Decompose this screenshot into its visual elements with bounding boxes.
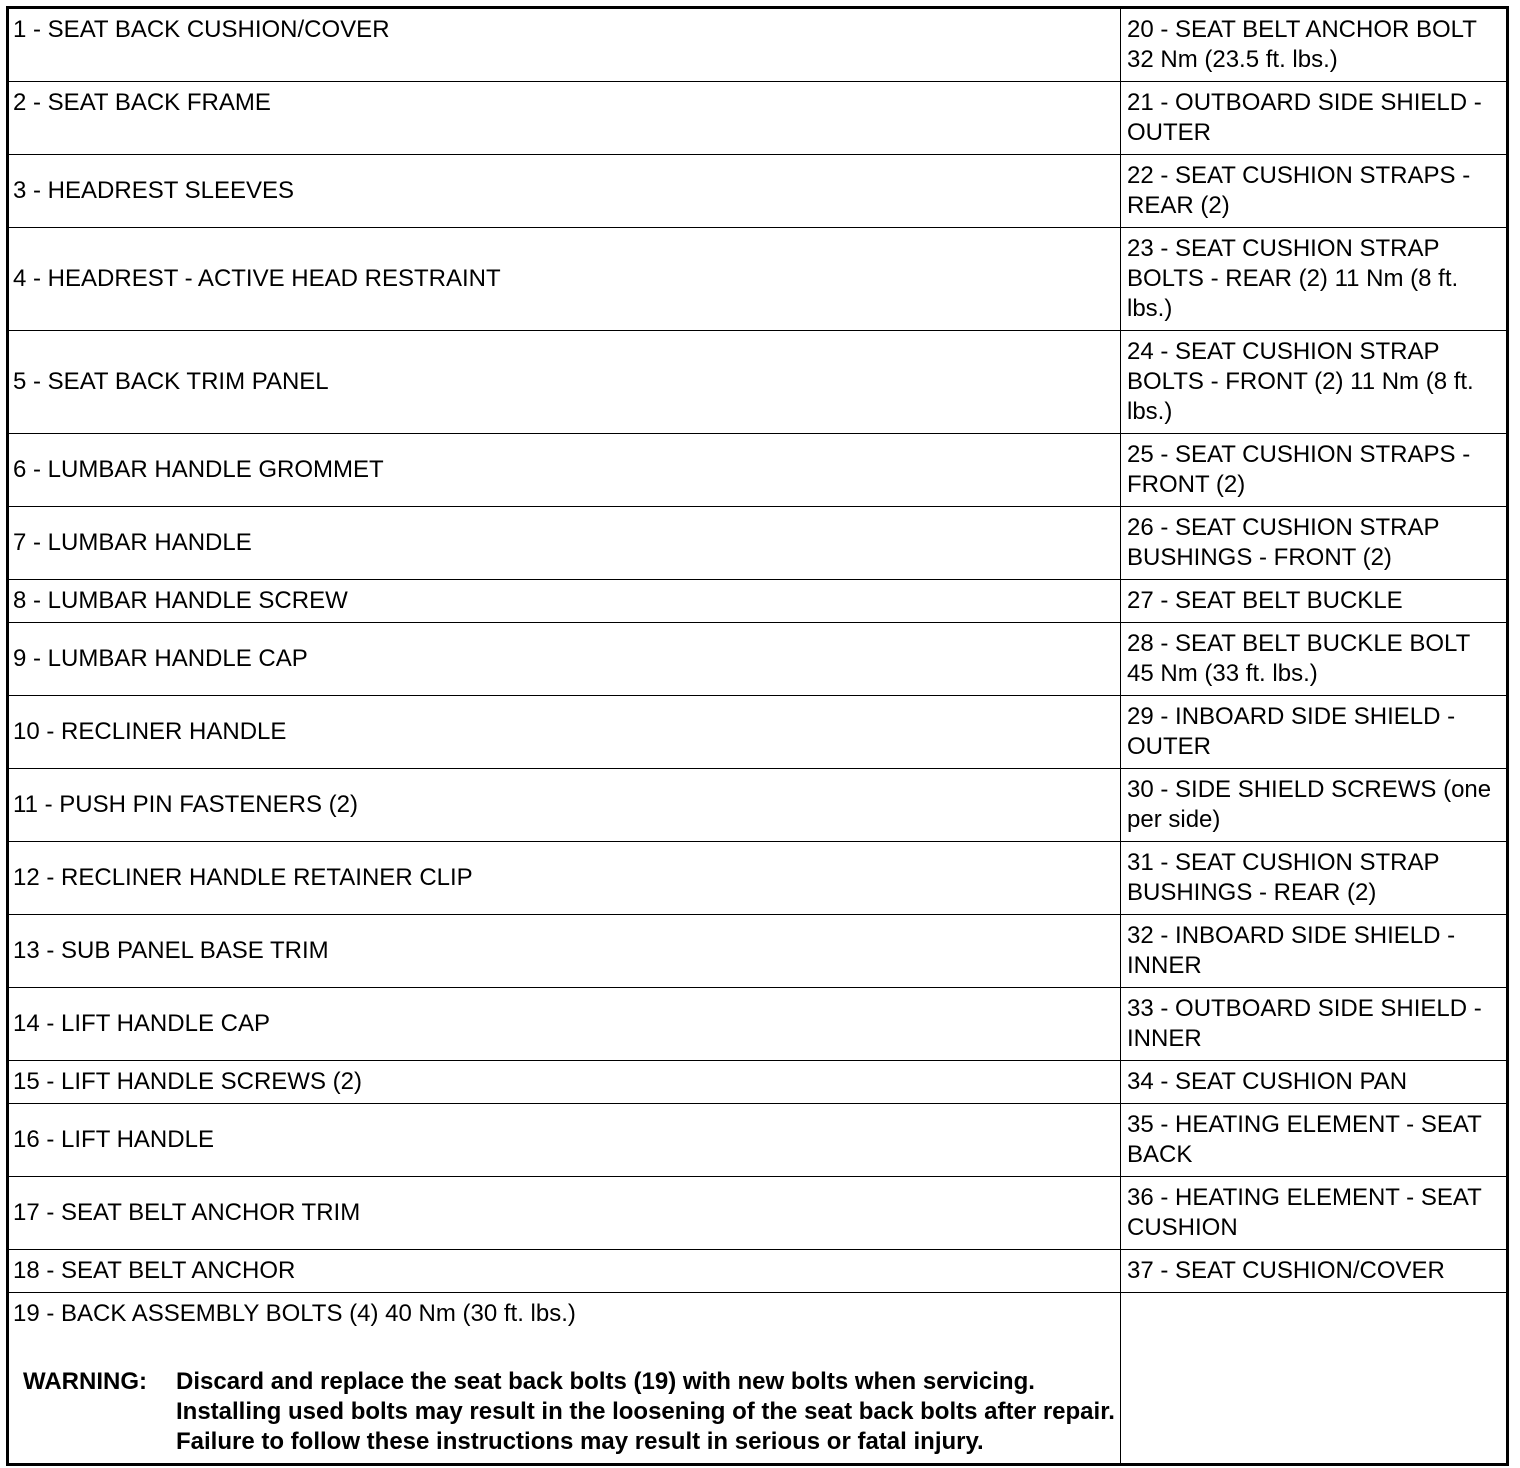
legend-item: 3 - HEADREST SLEEVES — [8, 155, 1121, 228]
legend-item: 36 - HEATING ELEMENT - SEAT CUSHION — [1121, 1177, 1508, 1250]
legend-item: 30 - SIDE SHIELD SCREWS (one per side) — [1121, 769, 1508, 842]
legend-item: 25 - SEAT CUSHION STRAPS - FRONT (2) — [1121, 434, 1508, 507]
empty-cell — [1121, 1293, 1508, 1465]
legend-item: 18 - SEAT BELT ANCHOR — [8, 1250, 1121, 1293]
table-row — [8, 1250, 1508, 1293]
legend-item: 20 - SEAT BELT ANCHOR BOLT 32 Nm (23.5 ft. lbs.) — [1121, 8, 1508, 82]
table-row — [8, 696, 1508, 769]
legend-item: 12 - RECLINER HANDLE RETAINER CLIP — [8, 842, 1121, 915]
parts-legend-table — [6, 6, 1509, 1466]
legend-item: 26 - SEAT CUSHION STRAP BUSHINGS - FRONT (2) — [1121, 507, 1508, 580]
table-row — [8, 769, 1508, 842]
legend-item: 16 - LIFT HANDLE — [8, 1104, 1121, 1177]
legend-item: 6 - LUMBAR HANDLE GROMMET — [8, 434, 1121, 507]
table-row — [8, 1061, 1508, 1104]
legend-item: 8 - LUMBAR HANDLE SCREW — [8, 580, 1121, 623]
legend-item: 9 - LUMBAR HANDLE CAP — [8, 623, 1121, 696]
legend-item: 31 - SEAT CUSHION STRAP BUSHINGS - REAR (2) — [1121, 842, 1508, 915]
table-row — [8, 1104, 1508, 1177]
legend-item: 11 - PUSH PIN FASTENERS (2) — [8, 769, 1121, 842]
table-row — [8, 82, 1508, 155]
legend-item: 28 - SEAT BELT BUCKLE BOLT 45 Nm (33 ft. lbs.) — [1121, 623, 1508, 696]
legend-item: 14 - LIFT HANDLE CAP — [8, 988, 1121, 1061]
legend-item: 27 - SEAT BELT BUCKLE — [1121, 580, 1508, 623]
legend-item: 32 - INBOARD SIDE SHIELD - INNER — [1121, 915, 1508, 988]
legend-item: 4 - HEADREST - ACTIVE HEAD RESTRAINT — [8, 228, 1121, 331]
legend-item: 29 - INBOARD SIDE SHIELD - OUTER — [1121, 696, 1508, 769]
warning-note — [23, 1367, 1116, 1457]
legend-item-with-warning — [8, 1293, 1121, 1465]
table-row — [8, 623, 1508, 696]
legend-item: 17 - SEAT BELT ANCHOR TRIM — [8, 1177, 1121, 1250]
legend-item: 1 - SEAT BACK CUSHION/COVER — [8, 8, 1121, 82]
table-row — [8, 915, 1508, 988]
table-row — [8, 507, 1508, 580]
table-row — [8, 1293, 1508, 1465]
table-row — [8, 8, 1508, 82]
table-row — [8, 1177, 1508, 1250]
table-row — [8, 331, 1508, 434]
legend-item: 19 - BACK ASSEMBLY BOLTS (4) 40 Nm (30 ft. lbs.) — [13, 1300, 576, 1327]
legend-item: 37 - SEAT CUSHION/COVER — [1121, 1250, 1508, 1293]
table-row — [8, 155, 1508, 228]
legend-item: 7 - LUMBAR HANDLE — [8, 507, 1121, 580]
legend-item: 22 - SEAT CUSHION STRAPS - REAR (2) — [1121, 155, 1508, 228]
legend-item: 23 - SEAT CUSHION STRAP BOLTS - REAR (2) 11 Nm (8 ft. lbs.) — [1121, 228, 1508, 331]
table-row — [8, 580, 1508, 623]
legend-item: 13 - SUB PANEL BASE TRIM — [8, 915, 1121, 988]
table-row — [8, 988, 1508, 1061]
legend-item: 21 - OUTBOARD SIDE SHIELD - OUTER — [1121, 82, 1508, 155]
table-row — [8, 434, 1508, 507]
table-row — [8, 842, 1508, 915]
legend-item: 24 - SEAT CUSHION STRAP BOLTS - FRONT (2) 11 Nm (8 ft. lbs.) — [1121, 331, 1508, 434]
legend-item: 5 - SEAT BACK TRIM PANEL — [8, 331, 1121, 434]
table-row — [8, 228, 1508, 331]
legend-item: 34 - SEAT CUSHION PAN — [1121, 1061, 1508, 1104]
legend-item: 10 - RECLINER HANDLE — [8, 696, 1121, 769]
legend-item: 15 - LIFT HANDLE SCREWS (2) — [8, 1061, 1121, 1104]
legend-item: 33 - OUTBOARD SIDE SHIELD - INNER — [1121, 988, 1508, 1061]
legend-item: 2 - SEAT BACK FRAME — [8, 82, 1121, 155]
legend-item: 35 - HEATING ELEMENT - SEAT BACK — [1121, 1104, 1508, 1177]
warning-label: WARNING: — [23, 1368, 147, 1395]
warning-text: Discard and replace the seat back bolts (19) with new bolts when servicing. Installing used bolts may result in the loosening of the seat back bolts after repair. Failure to follow these instructions may result in serious or fatal injury. — [176, 1368, 1115, 1455]
